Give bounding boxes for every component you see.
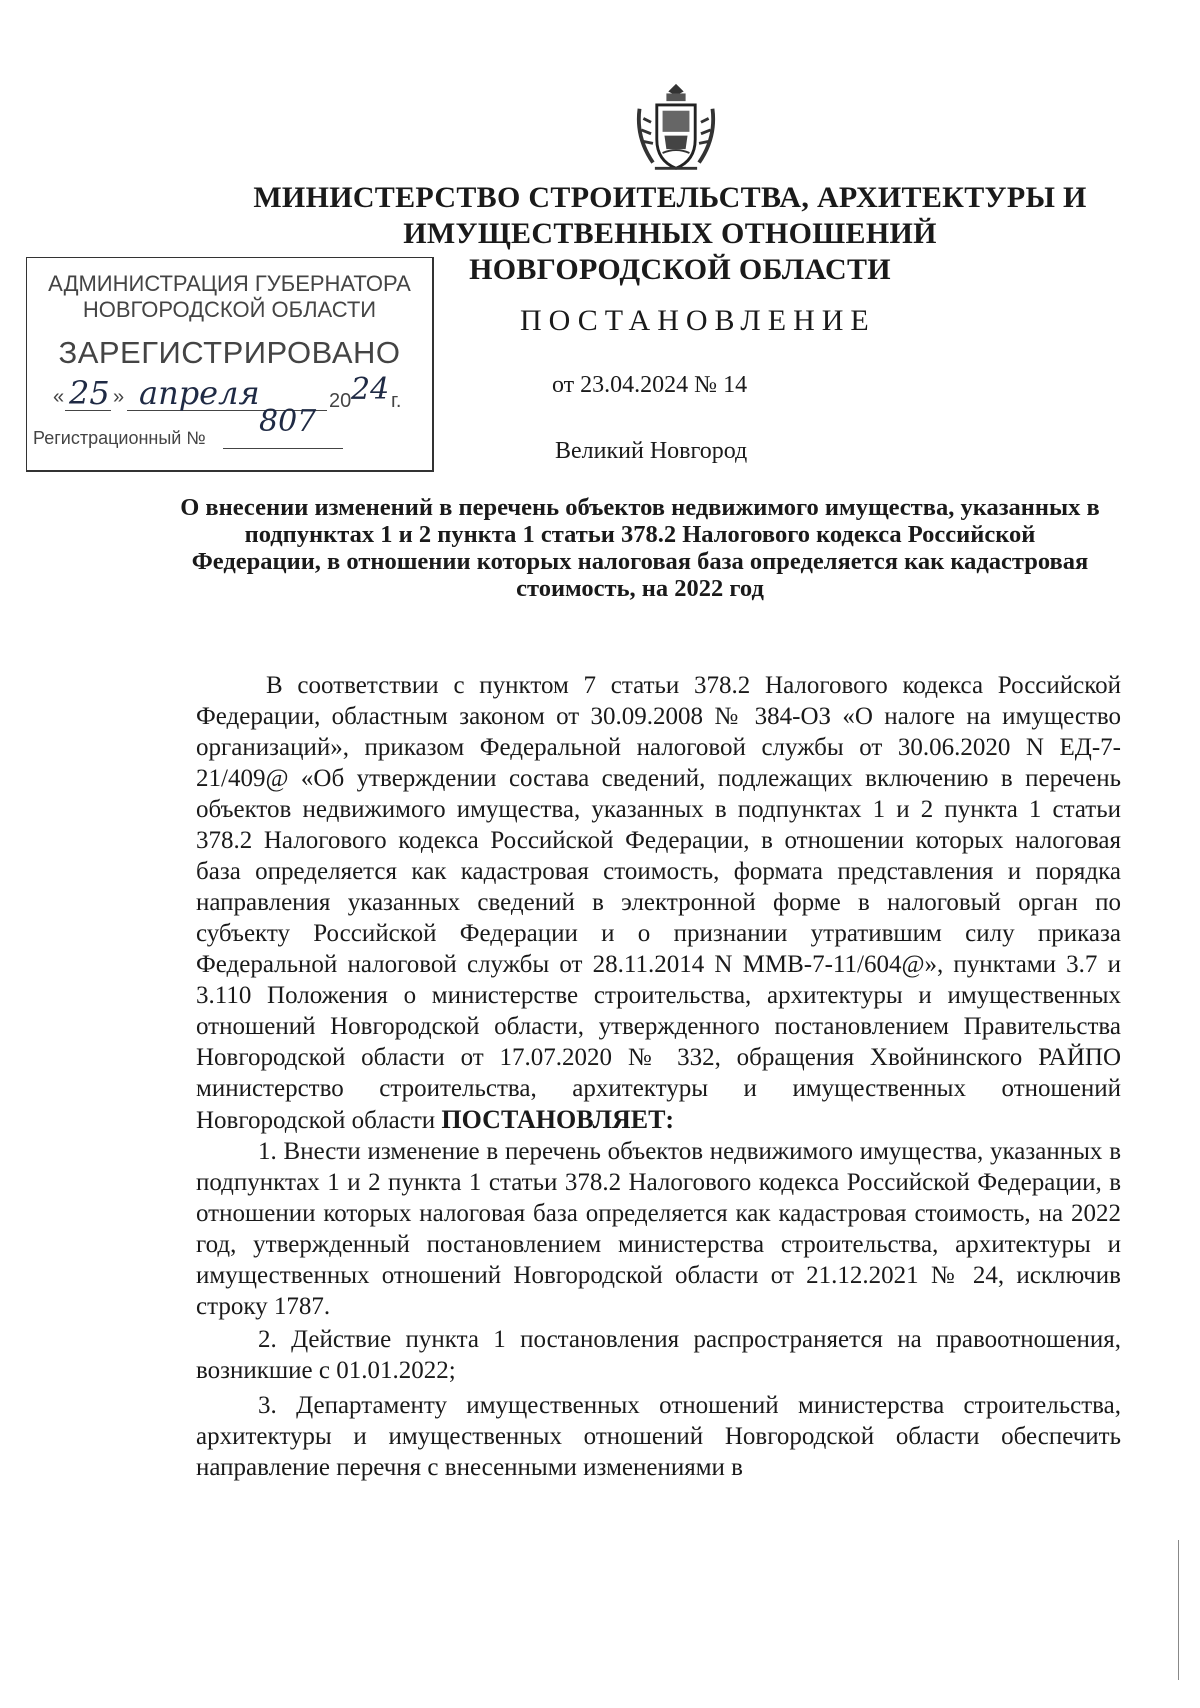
document-date-number: от 23.04.2024 № 14 bbox=[552, 372, 748, 398]
preamble-text: В соответствии с пунктом 7 статьи 378.2 Налогового кодекса Российской Федерации, областным законом от 30.09.2008 № 384-ОЗ «О налоге на имущество организаций», приказом Федеральной налоговой службы от 30.06.2020 N ЕД-7-21/409@ «Об утверждении состава сведений, подлежащих включению в перечень объектов недвижимого имущества, указанных в подпунктах 1 и 2 пункта 1 статьи 378.2 Налогового кодекса Российской Федерации, в отношении которых налоговая база определяется как кадастровая стоимость, формата представления и порядка направления указанных сведений в электронной форме в налоговый орган по субъекту Российской Федерации и о признании утратившим силу приказа Федеральной налоговой службы от 28.11.2014 N ММВ-7-11/604@», пунктами 3.7 и 3.110 Положения о министерстве строительства, архитектуры и имущественных отношений Новгородской области, утвержденного постановлением Правительства Новгородской области от 17.07.2020 № 332, обращения Хвойнинского РАЙПО министерство строительства, архитектуры и имущественных отношений Новгородской области bbox=[196, 672, 1121, 1134]
document-body bbox=[196, 670, 1121, 1483]
stamp-date-row bbox=[53, 372, 413, 414]
item-3: 3. Департаменту имущественных отношений министерства строительства, архитектуры и имущественных отношений Новгородской области обеспечить направление перечня с внесенными изменениями в bbox=[196, 1392, 1121, 1481]
ministry-name-line-3: НОВГОРОДСКОЙ ОБЛАСТИ bbox=[469, 253, 891, 286]
stamp-quote-close: » bbox=[113, 386, 125, 408]
coat-of-arms-icon bbox=[628, 80, 724, 176]
stamp-year-prefix: 20 bbox=[329, 390, 352, 412]
stamp-line-2: НОВГОРОДСКОЙ ОБЛАСТИ bbox=[82, 297, 377, 322]
item-1: 1. Внести изменение в перечень объектов недвижимого имущества, указанных в подпунктах 1 и 2 пункта 1 статьи 378.2 Налогового кодекса Российской Федерации, в отношении которых налоговая база определяется как кадастровая стоимость, на 2022 год, утвержденный постановлением министерства строительства, архитектуры и имущественных отношений Новгородской области от 21.12.2021 № 24, исключив строку 1787. bbox=[196, 1138, 1121, 1320]
document-city: Великий Новгород bbox=[555, 438, 748, 464]
stamp-month: апреля bbox=[139, 374, 260, 412]
stamp-year-end: г. bbox=[391, 390, 402, 412]
registration-stamp bbox=[26, 257, 434, 472]
stamp-reg-number: 807 bbox=[259, 404, 317, 439]
resolves-keyword: ПОСТАНОВЛЯЕТ: bbox=[441, 1105, 675, 1134]
stamp-line-1: АДМИНИСТРАЦИЯ ГУБЕРНАТОРА bbox=[48, 271, 411, 296]
stamp-registered: ЗАРЕГИСТРИРОВАНО bbox=[58, 335, 401, 370]
document-type: ПОСТАНОВЛЕНИЕ bbox=[520, 304, 876, 337]
preamble-paragraph bbox=[196, 670, 1121, 1136]
ministry-name-line-1: МИНИСТЕРСТВО СТРОИТЕЛЬСТВА, АРХИТЕКТУРЫ И bbox=[253, 181, 1087, 214]
ministry-name-line-2: ИМУЩЕСТВЕННЫХ ОТНОШЕНИЙ bbox=[403, 217, 937, 250]
scan-edge-line bbox=[1178, 1540, 1179, 1680]
stamp-quote-open: « bbox=[53, 386, 65, 408]
item-2: 2. Действие пункта 1 постановления распространяется на правоотношения, возникшие с 01.01.2022; bbox=[196, 1326, 1121, 1384]
stamp-day: 25 bbox=[69, 374, 110, 412]
stamp-year-suffix: 24 bbox=[351, 372, 390, 407]
stamp-reg-label: Регистрационный № bbox=[33, 428, 206, 448]
document-title: О внесении изменений в перечень объектов недвижимого имущества, указанных в подпунктах 1 и 2 пункта 1 статьи 378.2 Налогового кодекса Российской Федерации, в отношении которых налоговая база определяется как кадастровая стоимость, на 2022 год bbox=[180, 494, 1100, 602]
